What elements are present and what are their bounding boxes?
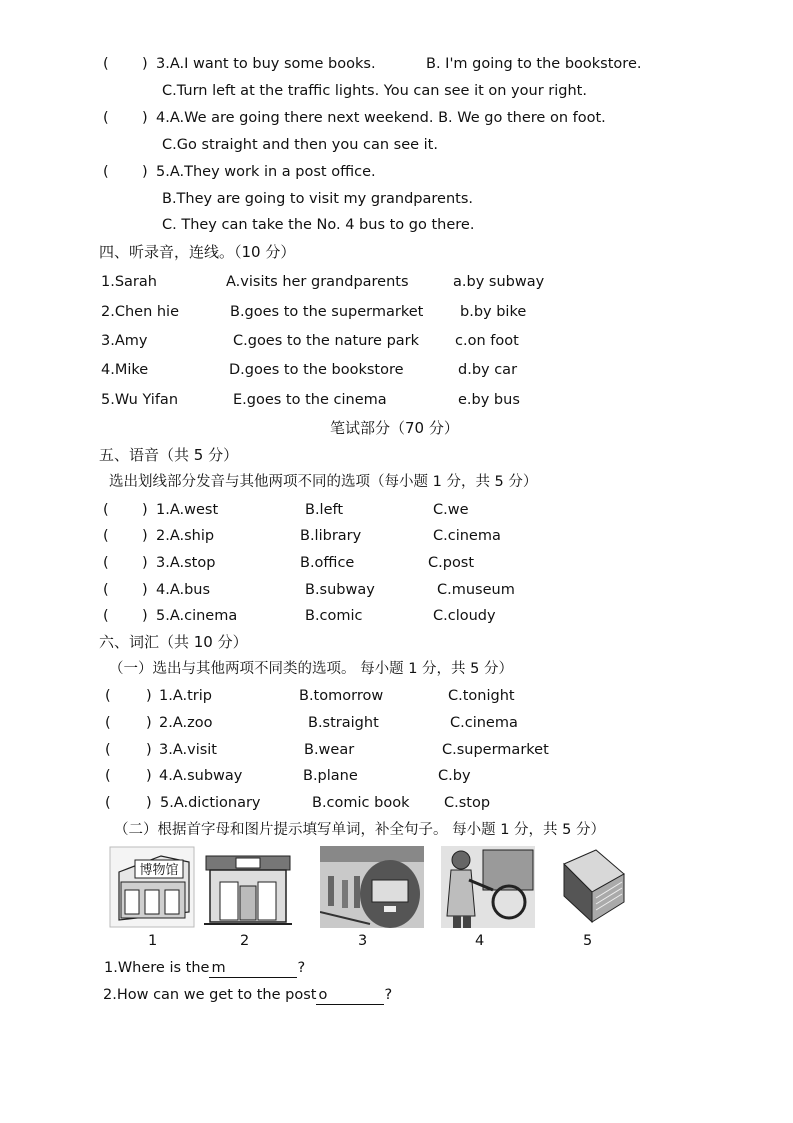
listen-q3-option-a: 3.A.I want to buy some books. xyxy=(156,56,376,72)
vocab-option-b: B.wear xyxy=(304,742,355,758)
phonics-option-c: C.we xyxy=(433,502,469,518)
vocab-option-b: B.comic book xyxy=(312,795,410,811)
phonics-option-b: B.library xyxy=(300,528,362,544)
phonics-option-a: 1.A.west xyxy=(156,502,219,518)
match-transport: d.by car xyxy=(458,362,518,378)
phonics-option-c: C.cloudy xyxy=(433,608,496,624)
listen-q3-option-c: C.Turn left at the traffic lights. You can see it on your right. xyxy=(162,83,587,99)
paren-close: ) xyxy=(142,555,148,571)
paren-close: ) xyxy=(142,528,148,544)
phonics-option-b: B.comic xyxy=(305,608,363,624)
phonics-option-b: B.subway xyxy=(305,582,375,598)
paren-close: ) xyxy=(142,164,148,180)
picture-number: 2 xyxy=(240,933,250,949)
match-name: 2.Chen hie xyxy=(101,304,180,320)
book-picture xyxy=(556,846,628,928)
paren-open: ( xyxy=(103,528,109,544)
fill-sentence-1 xyxy=(104,959,305,978)
paren-open: ( xyxy=(105,768,111,784)
match-place: C.goes to the nature park xyxy=(233,333,420,349)
match-place: A.visits her grandparents xyxy=(226,274,409,290)
paren-close: ) xyxy=(146,768,152,784)
vocab-option-a: 2.A.zoo xyxy=(159,715,213,731)
paren-open: ( xyxy=(103,502,109,518)
sentence-end: ? xyxy=(297,960,306,976)
section5-instruction: 选出划线部分发音与其他两项不同的选项（每小题 1 分，共 5 分） xyxy=(109,474,538,490)
phonics-option-c: C.cinema xyxy=(433,528,501,544)
listen-q5-option-c: C. They can take the No. 4 bus to go there. xyxy=(162,217,475,233)
answer-blank[interactable]: m xyxy=(209,959,297,978)
written-part-title: 笔试部分（70 分） xyxy=(330,419,459,437)
phonics-option-c: C.museum xyxy=(437,582,515,598)
paren-open: ( xyxy=(103,164,109,180)
match-name: 3.Amy xyxy=(101,333,148,349)
section5-title: 五、语音（共 5 分） xyxy=(99,446,239,464)
paren-close: ) xyxy=(142,582,148,598)
listen-q4-option-c: C.Go straight and then you can see it. xyxy=(162,137,438,153)
paren-open: ( xyxy=(105,795,111,811)
picture-number: 3 xyxy=(358,933,368,949)
listen-q5-option-b: B.They are going to visit my grandparents. xyxy=(162,191,473,207)
sentence-text: 2.How can we get to the post xyxy=(103,987,317,1003)
paren-open: ( xyxy=(105,742,111,758)
sentence-end: ? xyxy=(384,987,393,1003)
match-transport: a.by subway xyxy=(453,274,545,290)
section6-part2-title: （二）根据首字母和图片提示填写单词，补全句子。 每小题 1 分，共 5 分） xyxy=(114,822,605,838)
vocab-option-c: C.tonight xyxy=(448,688,515,704)
paren-close: ) xyxy=(142,56,148,72)
phonics-option-a: 4.A.bus xyxy=(156,582,211,598)
match-name: 1.Sarah xyxy=(101,274,157,290)
section4-title: 四、听录音，连线。（10 分） xyxy=(99,243,296,261)
paren-open: ( xyxy=(103,110,109,126)
vocab-option-a: 4.A.subway xyxy=(159,768,243,784)
vocab-option-b: B.plane xyxy=(303,768,358,784)
paren-close: ) xyxy=(146,715,152,731)
paren-close: ) xyxy=(142,502,148,518)
match-name: 4.Mike xyxy=(101,362,149,378)
picture-number: 1 xyxy=(148,933,158,949)
phonics-option-a: 5.A.cinema xyxy=(156,608,238,624)
fill-sentence-2 xyxy=(103,986,392,1005)
match-transport: b.by bike xyxy=(460,304,527,320)
vocab-option-c: C.stop xyxy=(444,795,491,811)
match-place: B.goes to the supermarket xyxy=(230,304,424,320)
phonics-option-c: C.post xyxy=(428,555,475,571)
match-name: 5.Wu Yifan xyxy=(101,392,179,408)
paren-close: ) xyxy=(146,795,152,811)
paren-open: ( xyxy=(103,608,109,624)
picture-number: 4 xyxy=(475,933,485,949)
post-office-picture xyxy=(200,846,296,928)
paren-open: ( xyxy=(103,555,109,571)
driver-picture xyxy=(441,846,535,928)
picture-number: 5 xyxy=(583,933,593,949)
answer-blank[interactable]: o xyxy=(316,986,384,1005)
listen-q5-option-a: 5.A.They work in a post office. xyxy=(156,164,376,180)
vocab-option-c: C.by xyxy=(438,768,471,784)
sentence-text: 1.Where is the xyxy=(104,960,210,976)
section6-title: 六、词汇（共 10 分） xyxy=(99,633,248,651)
paren-close: ) xyxy=(146,742,152,758)
paren-close: ) xyxy=(146,688,152,704)
museum-picture xyxy=(109,846,195,928)
paren-open: ( xyxy=(103,56,109,72)
paren-open: ( xyxy=(105,715,111,731)
vocab-option-c: C.supermarket xyxy=(442,742,549,758)
listen-q3-option-b: B. I'm going to the bookstore. xyxy=(426,56,642,72)
match-transport: c.on foot xyxy=(455,333,519,349)
listen-q4-option-a: 4.A.We are going there next weekend. B. We go there on foot. xyxy=(156,110,606,126)
match-place: E.goes to the cinema xyxy=(233,392,387,408)
section6-part1-title: （一）选出与其他两项不同类的选项。 每小题 1 分，共 5 分） xyxy=(109,661,513,677)
phonics-option-b: B.left xyxy=(305,502,344,518)
vocab-option-a: 5.A.dictionary xyxy=(160,795,261,811)
vocab-option-b: B.tomorrow xyxy=(299,688,384,704)
paren-close: ) xyxy=(142,608,148,624)
phonics-option-a: 3.A.stop xyxy=(156,555,216,571)
paren-close: ) xyxy=(142,110,148,126)
vocab-option-c: C.cinema xyxy=(450,715,518,731)
match-transport: e.by bus xyxy=(458,392,520,408)
museum-sign: 博物馆 xyxy=(139,863,179,878)
match-place: D.goes to the bookstore xyxy=(229,362,404,378)
vocab-option-a: 1.A.trip xyxy=(159,688,212,704)
subway-picture xyxy=(320,846,424,928)
vocab-option-b: B.straight xyxy=(308,715,379,731)
vocab-option-a: 3.A.visit xyxy=(159,742,217,758)
phonics-option-b: B.office xyxy=(300,555,355,571)
paren-open: ( xyxy=(105,688,111,704)
paren-open: ( xyxy=(103,582,109,598)
phonics-option-a: 2.A.ship xyxy=(156,528,215,544)
